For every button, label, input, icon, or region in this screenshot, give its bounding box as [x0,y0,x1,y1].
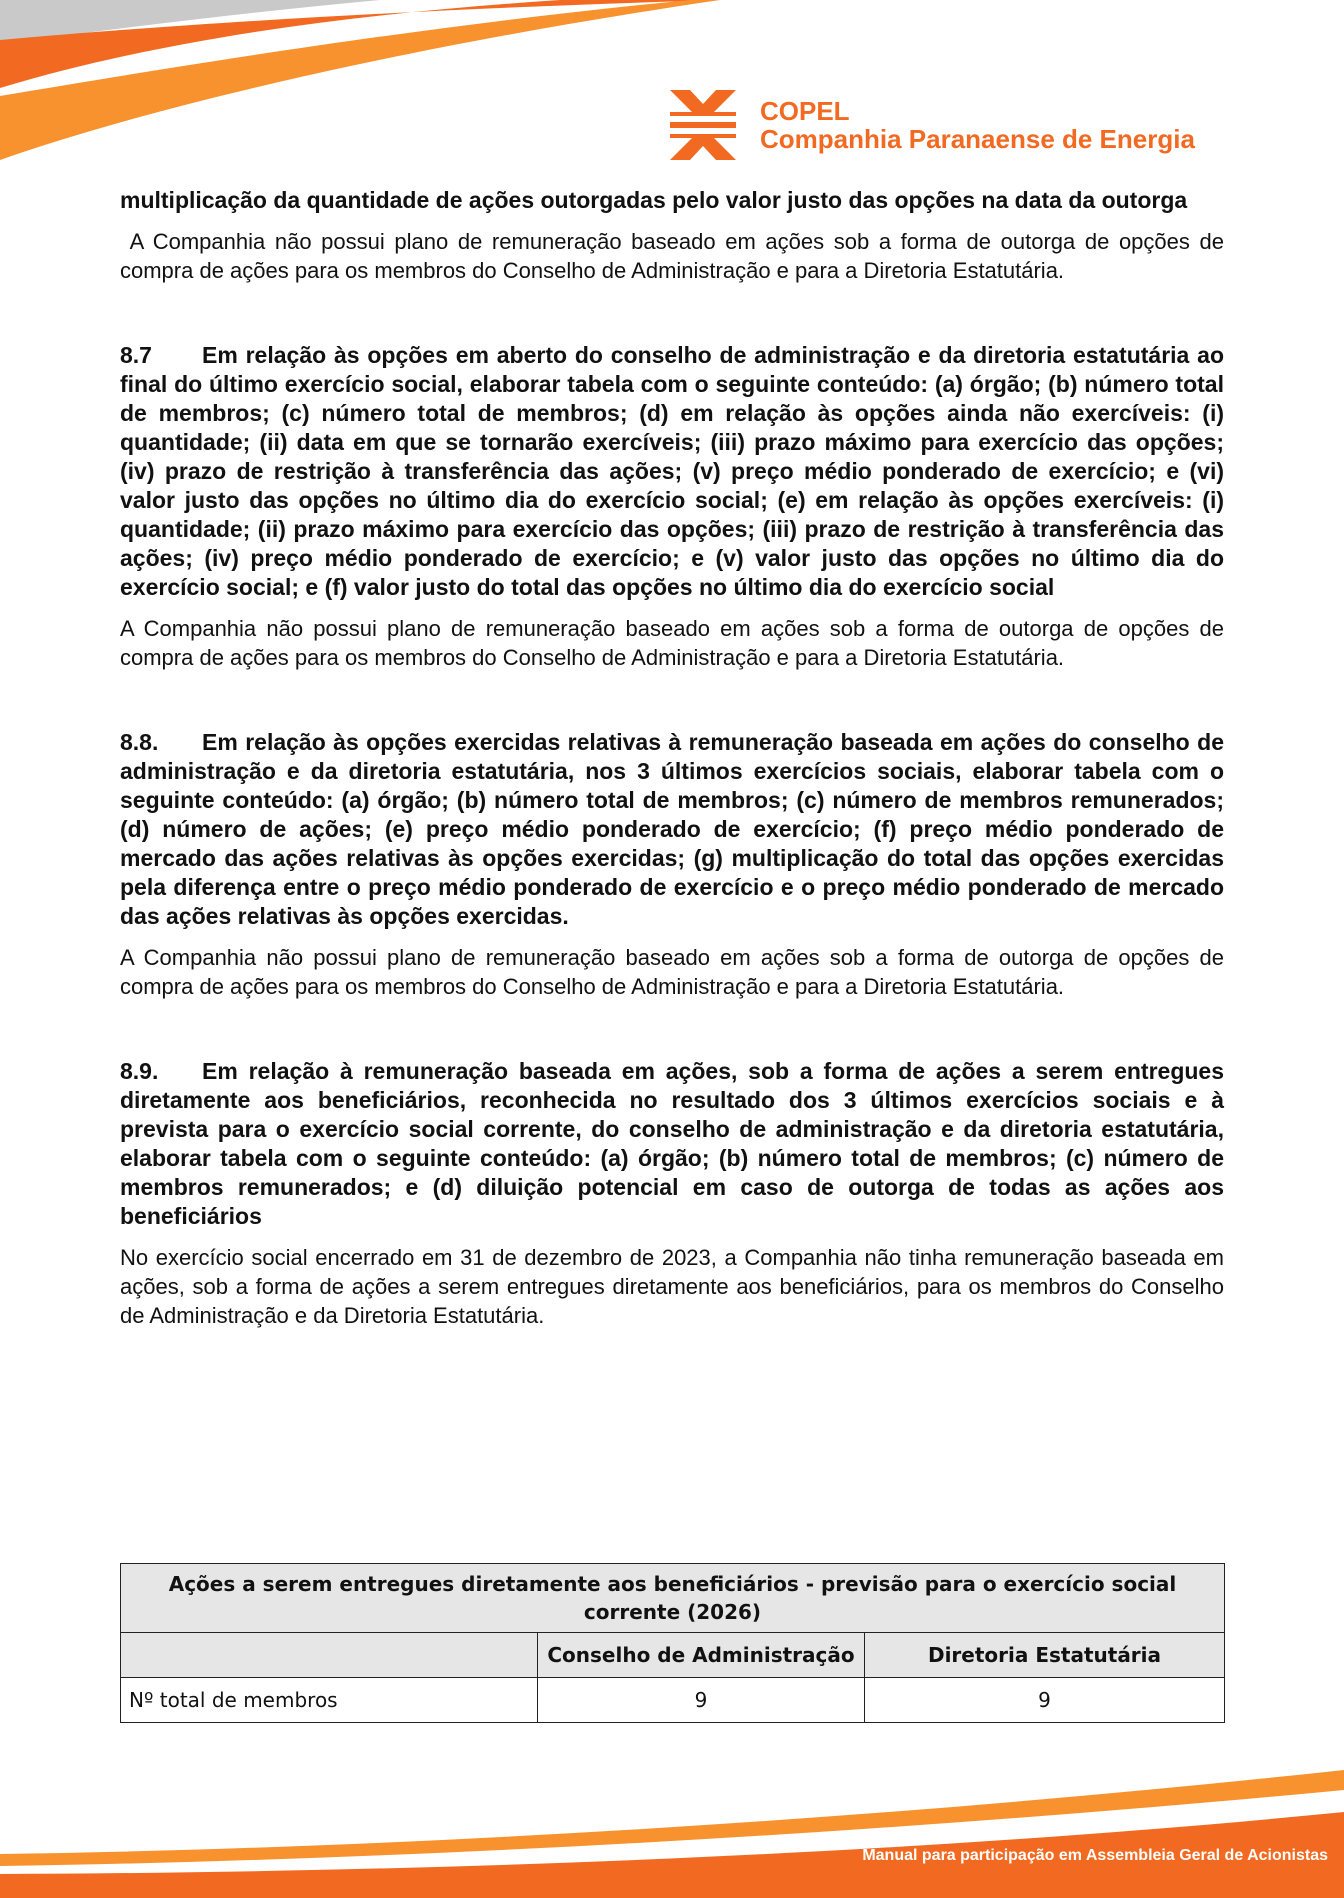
table-header-cell: Diretoria Estatutária [865,1633,1225,1678]
section-heading-text: Em relação às opções exercidas relativas à remuneração baseada em ações do conselho de administração e da diretoria estatutária, nos 3 últimos exercícios sociais, elaborar tabela com o seguinte conteúdo: (a) órgão; (b) número total de membros; (c) número de membros remunerados; (d) número de ações; (e) preço médio ponderado de exercício; (f) preço médio ponderado de mercado das ações relativas às opções exercidas; (g) multiplicação do total das opções exercidas pela diferença entre o preço médio ponderado de exercício e o preço médio ponderado de mercado das ações relativas às opções exercidas. [120,729,1224,929]
section-number: 8.7 [120,342,152,368]
intro-heading: multiplicação da quantidade de ações outorgadas pelo valor justo das opções na data da outorga [120,187,1188,213]
conselho-value: 9 [538,1678,865,1723]
document-body [120,186,1231,1330]
section-8-9-heading [120,1057,1224,1231]
section-8-8-body: A Companhia não possui plano de remuneração baseado em ações sob a forma de outorga de opções de compra de ações para os membros do Conselho de Administração e para a Diretoria Estatutária. [120,945,1224,999]
table-row [121,1678,1225,1723]
table-caption: Ações a serem entregues diretamente aos beneficiários - previsão para o exercício social corrente (2026) [121,1564,1225,1633]
section-spacer [120,1001,1224,1057]
table-header-cell [121,1633,538,1678]
table-header-cell: Conselho de Administração [538,1633,865,1678]
logo-wordmark [760,97,1195,153]
section-spacer [120,285,1224,341]
diretoria-value: 9 [865,1678,1225,1723]
shares-table [120,1563,1225,1723]
footer-title: Manual para participação em Assembleia Geral de Acionistas [862,1847,1328,1864]
section-8-8-heading [120,728,1224,931]
brand-name: COPEL [760,96,850,126]
table-caption-row [121,1564,1225,1633]
section-8-7-heading [120,341,1224,602]
footer-swoosh-graphic [0,1770,1344,1898]
brand-company-name: Companhia Paranaense de Energia [760,124,1195,154]
section-number: 8.8. [120,729,159,755]
row-label: Nº total de membros [121,1678,538,1723]
section-heading-text: Em relação às opções em aberto do conselho de administração e da diretoria estatutária ao final do último exercício social, elaborar tabela com o seguinte conteúdo: (a) órgão; (b) número total de membros; (c) número total de membros; (d) em relação às opções ainda não exercíveis: (i) quantidade; (ii) data em que se tornarão exercíveis; (iii) prazo máximo para exercício das opções; (iv) prazo de restrição à transferência das ações; (v) preço médio ponderado de exercício; e (vi) valor justo das opções no último dia do exercício social; (e) em relação às opções exercíveis: (i) quantidade; (ii) prazo máximo para exercício das opções; (iii) prazo de restrição à transferência das ações; (iv) preço médio ponderado de exercício; e (v) valor justo das opções no último dia do exercício social; e (f) valor justo do total das opções no último dia do exercício social [120,342,1224,600]
section-8-9-body: No exercício social encerrado em 31 de dezembro de 2023, a Companhia não tinha remuneração baseada em ações, sob a forma de ações a serem entregues diretamente aos beneficiários, para os membros do Conselho de Administração e da Diretoria Estatutária. [120,1245,1224,1328]
copel-logo-icon [666,90,740,160]
table-header-row [121,1633,1225,1678]
section-number: 8.9. [120,1058,159,1084]
intro-body: A Companhia não possui plano de remuneração baseado em ações sob a forma de outorga de opções de compra de ações para os membros do Conselho de Administração e para a Diretoria Estatutária. [120,229,1231,283]
section-heading-text: Em relação à remuneração baseada em ações, sob a forma de ações a serem entregues diretamente aos beneficiários, reconhecida no resultado dos 3 últimos exercícios sociais e à prevista para o exercício social corrente, do conselho de administração e da diretoria estatutária, elaborar tabela com o seguinte conteúdo: (a) órgão; (b) número total de membros; (c) número de membros remunerados; e (d) diluição potencial em caso de outorga de todas as ações aos beneficiários [120,1058,1224,1229]
section-8-7-body: A Companhia não possui plano de remuneração baseado em ações sob a forma de outorga de opções de compra de ações para os membros do Conselho de Administração e para a Diretoria Estatutária. [120,616,1224,670]
section-spacer [120,672,1224,728]
company-logo [666,90,1226,160]
